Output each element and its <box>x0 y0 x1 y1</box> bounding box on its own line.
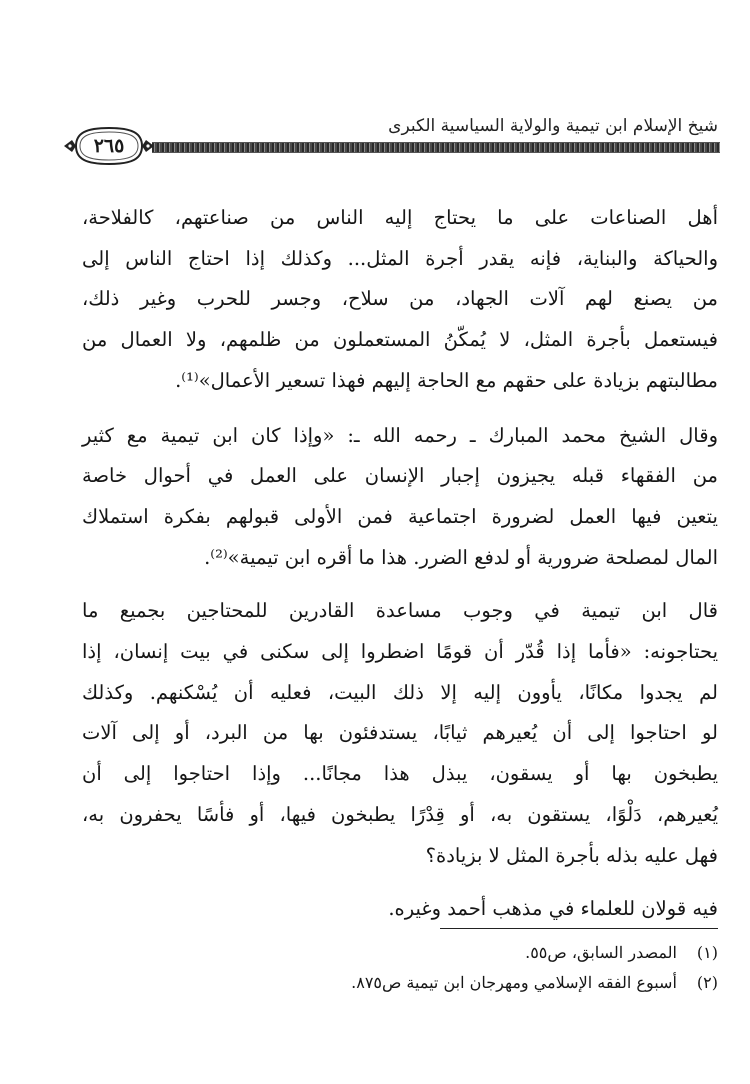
paragraph-4 <box>82 889 718 930</box>
paragraph-2 <box>82 416 718 579</box>
text-line: المال لمصلحة ضرورية أو لدفع الضرر. هذا ما أقره ابن تيمية»⁽²⁾. <box>204 545 718 569</box>
text-line: يحتاجونه: «فأما إذا قُدّر أن قومًا اضطروا إلى سكنى في بيت إنسان، إذا <box>82 640 718 664</box>
text-line: فيستعمل بأجرة المثل، لا يُمكّنُ المستعملون من ظلمهم، ولا العمال من <box>82 328 718 352</box>
paragraph-1 <box>82 198 718 402</box>
text-line: فيه قولان للعلماء في مذهب أحمد وغيره. <box>388 897 718 921</box>
footnote-number: (١) <box>696 943 718 962</box>
footnote-text: المصدر السابق، ص٥٥. <box>525 943 677 962</box>
main-text <box>82 198 718 930</box>
text-line: قال ابن تيمية في وجوب مساعدة القادرين للمحتاجين بجميع ما <box>82 599 718 623</box>
text-line: أهل الصناعات على ما يحتاج إليه الناس من صناعتهم، كالفلاحة، <box>82 206 718 229</box>
text-line: لم يجدوا مكانًا، يأوون إليه إلا ذلك البيت، فعليه أن يُسْكنهم. وكذلك <box>82 680 718 704</box>
footnotes <box>82 938 718 998</box>
footnote-2 <box>82 968 718 998</box>
page-number-badge <box>62 124 156 168</box>
text-line: من الفقهاء قبله يجيزون إجبار الإنسان على العمل في أحوال خاصة <box>82 464 718 488</box>
page-number: ٢٦٥ <box>93 135 125 157</box>
text-line: يُعيرهم، دَلْوًا، يستقون به، أو قِدْرًا يطبخون فيها، أو فأسًا يحفرون به، <box>82 802 718 826</box>
paragraph-3 <box>82 591 718 876</box>
text-line: يتعين فيها العمل لضرورة اجتماعية فمن الأولى قبولهم بفكرة استملاك <box>82 504 718 528</box>
text-line: لو احتاجوا إلى أن يُعيرهم ثيابًا، يستدفئون بها من البرد، أو إلى آلات <box>82 721 718 745</box>
footnote-text: أسبوع الفقه الإسلامي ومهرجان ابن تيمية ص٨٧٥. <box>351 973 677 992</box>
text-line: يطبخون بها أو يسقون، يبذل هذا مجانًا... وإذا احتاجوا إلى أن <box>82 762 718 786</box>
text-line: مطالبتهم بزيادة على حقهم مع الحاجة إليهم فهذا تسعير الأعمال»⁽¹⁾. <box>175 368 718 392</box>
text-line: من يصنع لهم آلات الجهاد، من سلاح، وجسر للحرب وغير ذلك، <box>82 287 718 311</box>
text-line: فهل عليه بذله بأجرة المثل لا بزيادة؟ <box>425 843 718 867</box>
text-line: والحياكة والبناية، فإنه يقدر أجرة المثل... وكذلك إذا احتاج الناس إلى <box>82 246 718 270</box>
header-rule <box>152 142 720 153</box>
footnote-separator <box>440 928 718 929</box>
text-line: وقال الشيخ محمد المبارك ـ رحمه الله ـ: «وإذا كان ابن تيمية مع كثير <box>82 423 718 447</box>
footnote-1 <box>82 938 718 968</box>
footnote-number: (٢) <box>696 973 718 992</box>
running-title: شيخ الإسلام ابن تيمية والولاية السياسية الكبرى <box>388 116 718 136</box>
